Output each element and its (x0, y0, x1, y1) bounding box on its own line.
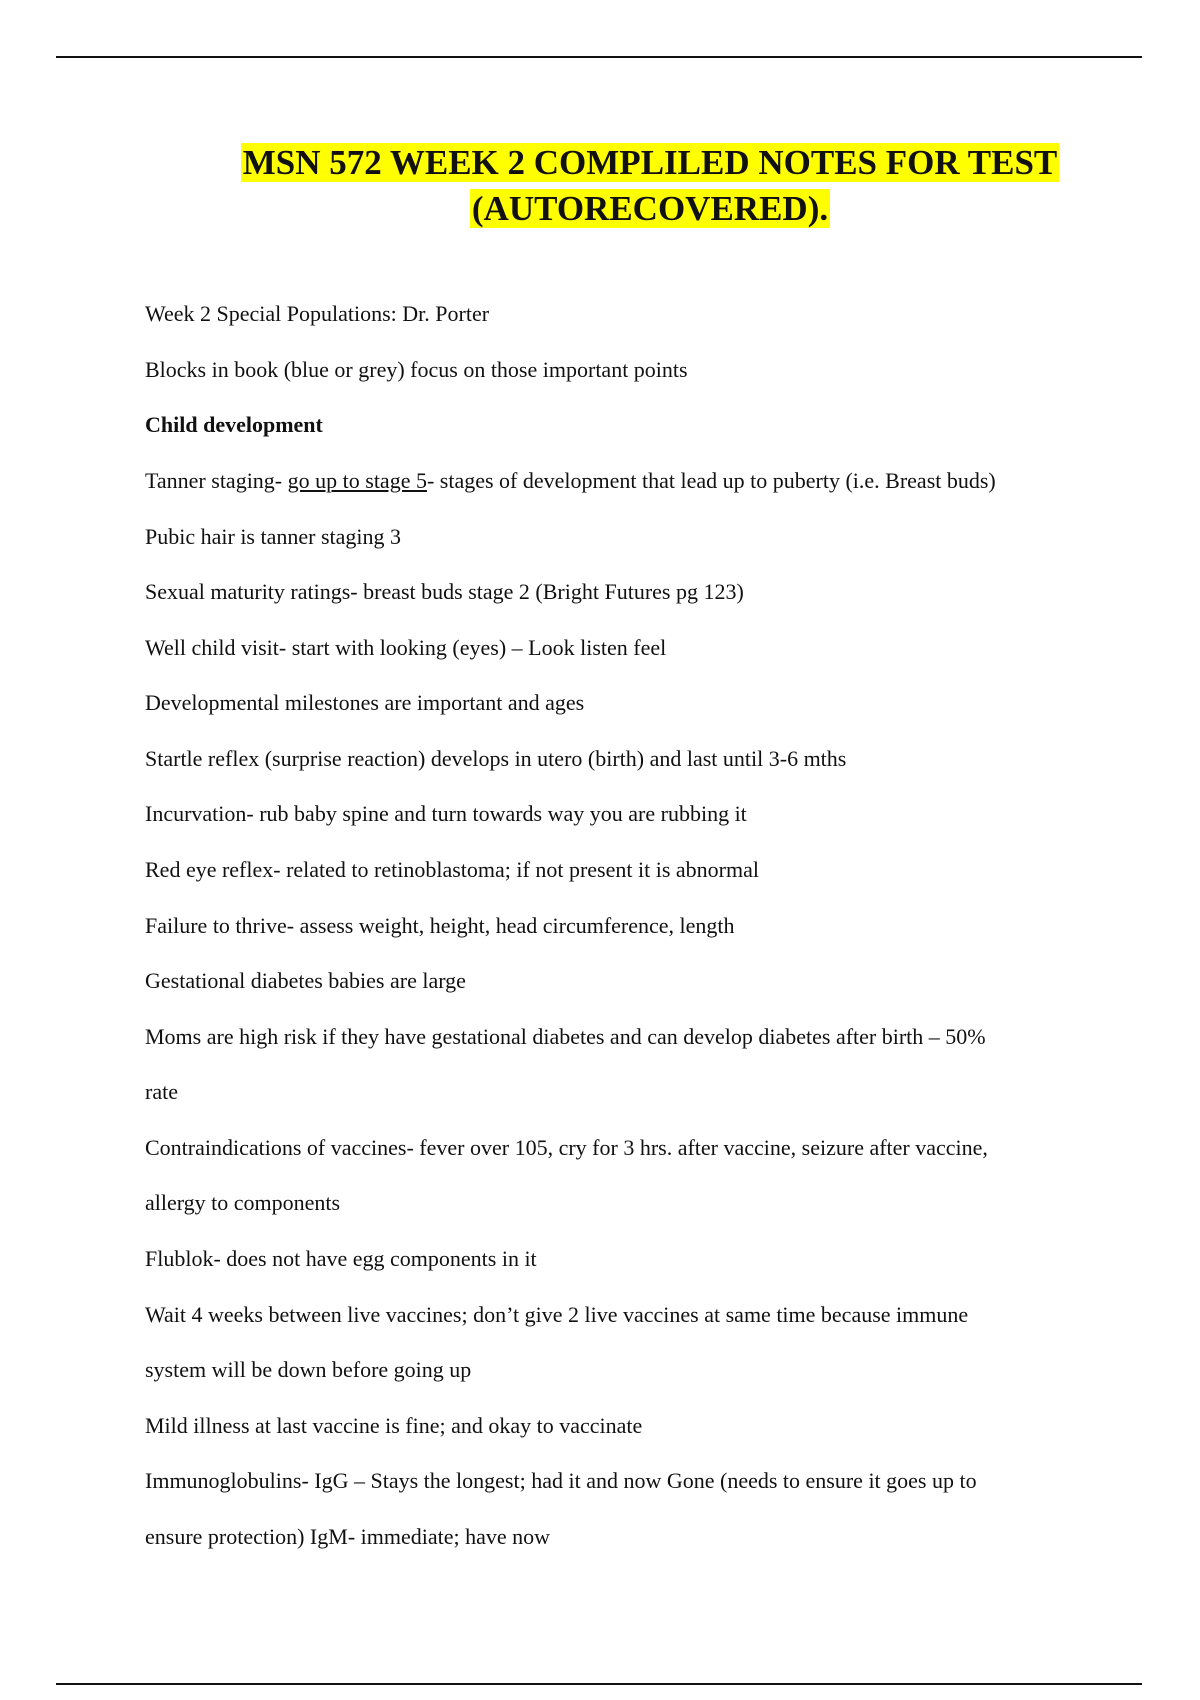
note-text: - stages of development that lead up to puberty (i.e. Breast buds) (426, 468, 996, 493)
footer-rule (56, 1683, 1142, 1685)
note-line: system will be down before going up (145, 1357, 472, 1382)
document-title (200, 140, 1100, 232)
note-line: Moms are high risk if they have gestational diabetes and can develop diabetes after birth – 50% (145, 1024, 986, 1049)
note-line: Startle reflex (surprise reaction) develops in utero (birth) and last until 3-6 mths (145, 746, 847, 771)
underlined-text: go up to stage 5 (287, 468, 427, 493)
note-line: Mild illness at last vaccine is fine; and okay to vaccinate (145, 1413, 643, 1438)
note-line: Failure to thrive- assess weight, height, head circumference, length (145, 913, 735, 938)
note-line: Wait 4 weeks between live vaccines; don’t give 2 live vaccines at same time because immune (145, 1302, 969, 1327)
note-line: Well child visit- start with looking (eyes) – Look listen feel (145, 635, 667, 660)
note-line: Gestational diabetes babies are large (145, 968, 466, 993)
note-line: rate (145, 1079, 178, 1104)
note-line: Sexual maturity ratings- breast buds stage 2 (Bright Futures pg 123) (145, 579, 744, 604)
header-rule (56, 56, 1142, 58)
note-line: Contraindications of vaccines- fever over 105, cry for 3 hrs. after vaccine, seizure after vaccine, (145, 1135, 988, 1160)
note-line: Flublok- does not have egg components in it (145, 1246, 537, 1271)
note-line: Pubic hair is tanner staging 3 (145, 524, 402, 549)
note-line: allergy to components (145, 1190, 341, 1215)
note-line: Red eye reflex- related to retinoblastoma; if not present it is abnormal (145, 857, 759, 882)
title-line-1: MSN 572 WEEK 2 COMPLILED NOTES FOR TEST (242, 143, 1058, 182)
note-line (145, 467, 996, 495)
title-line-2: (AUTORECOVERED). (471, 189, 829, 228)
note-line: Immunoglobulins- IgG – Stays the longest; had it and now Gone (needs to ensure it goes up to (145, 1468, 977, 1493)
note-line: Week 2 Special Populations: Dr. Porter (145, 301, 490, 326)
section-heading: Child development (145, 412, 323, 437)
note-text: Tanner staging- (145, 468, 288, 493)
note-line: Incurvation- rub baby spine and turn towards way you are rubbing it (145, 801, 747, 826)
note-line: ensure protection) IgM- immediate; have now (145, 1524, 551, 1549)
note-line: Blocks in book (blue or grey) focus on those important points (145, 357, 688, 382)
note-line: Developmental milestones are important and ages (145, 690, 585, 715)
